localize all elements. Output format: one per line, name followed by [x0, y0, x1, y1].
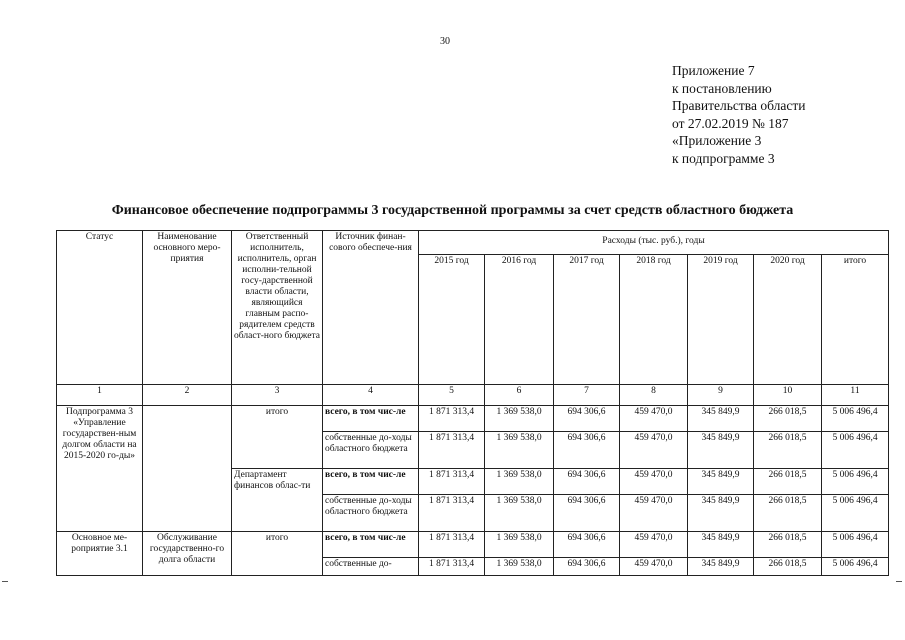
value-2017: 694 306,6 [554, 558, 620, 576]
header-year: 2018 год [620, 255, 688, 385]
financing-table [56, 230, 889, 576]
value-2020: 266 018,5 [754, 532, 822, 558]
source-own-revenue: собственные до- [323, 558, 419, 576]
appendix-line: Приложение 7 [672, 63, 755, 78]
value-2018: 459 470,0 [620, 532, 688, 558]
header-source: Источник финан-сового обеспече-ния [323, 231, 419, 385]
column-number: 7 [554, 385, 620, 406]
status-subprogram-3: Подпрограмма 3 «Управление государствен-ным долгом области на 2015-2020 го-ды» [57, 406, 143, 532]
value-2017: 694 306,6 [554, 532, 620, 558]
value-2020: 266 018,5 [754, 432, 822, 469]
column-number: 9 [688, 385, 754, 406]
column-number: 8 [620, 385, 688, 406]
value-total: 5 006 496,4 [822, 495, 889, 532]
value-2016: 1 369 538,0 [485, 469, 554, 495]
value-2015: 1 871 313,4 [419, 432, 485, 469]
source-own-revenue: собственные до-ходы областного бюджета [323, 432, 419, 469]
executor-itogo: итого [232, 532, 323, 576]
value-2017: 694 306,6 [554, 406, 620, 432]
value-2017: 694 306,6 [554, 469, 620, 495]
value-total: 5 006 496,4 [822, 558, 889, 576]
column-number: 3 [232, 385, 323, 406]
column-number: 1 [57, 385, 143, 406]
value-2017: 694 306,6 [554, 495, 620, 532]
value-2019: 345 849,9 [688, 406, 754, 432]
column-number-row [57, 385, 889, 406]
source-total: всего, в том чис-ле [323, 469, 419, 495]
value-2018: 459 470,0 [620, 432, 688, 469]
source-total: всего, в том чис-ле [323, 406, 419, 432]
header-row [57, 231, 889, 255]
value-total: 5 006 496,4 [822, 532, 889, 558]
value-2020: 266 018,5 [754, 469, 822, 495]
header-year: 2017 год [554, 255, 620, 385]
value-2020: 266 018,5 [754, 558, 822, 576]
document-title: Финансовое обеспечение подпрограммы 3 государственной программы за счет средств областного бюджета [111, 203, 794, 218]
appendix-line: «Приложение 3 [672, 133, 762, 148]
source-own-revenue: собственные до-ходы областного бюджета [323, 495, 419, 532]
source-total: всего, в том чис-ле [323, 532, 419, 558]
value-2019: 345 849,9 [688, 532, 754, 558]
appendix-line: Правительства области [672, 98, 806, 113]
value-2016: 1 369 538,0 [485, 558, 554, 576]
appendix-block [672, 62, 805, 167]
header-year-total: итого [822, 255, 889, 385]
value-2016: 1 369 538,0 [485, 406, 554, 432]
page-number: 30 [440, 36, 450, 47]
appendix-line: к постановлению [672, 80, 772, 96]
value-total: 5 006 496,4 [822, 406, 889, 432]
value-2019: 345 849,9 [688, 432, 754, 469]
header-year: 2016 год [485, 255, 554, 385]
appendix-line: от 27.02.2019 № 187 [672, 115, 789, 131]
value-2018: 459 470,0 [620, 495, 688, 532]
scan-edge-mark-left [2, 581, 8, 582]
executor-itogo: итого [232, 406, 323, 469]
value-2019: 345 849,9 [688, 469, 754, 495]
value-2015: 1 871 313,4 [419, 495, 485, 532]
executor-finance-department: Департамент финансов облас-ти [232, 469, 323, 532]
value-2015: 1 871 313,4 [419, 558, 485, 576]
status-main-measure-3-1: Основное ме-роприятие 3.1 [57, 532, 143, 576]
table-row [57, 532, 889, 558]
column-number: 10 [754, 385, 822, 406]
header-name: Наименование основного меро-приятия [143, 231, 232, 385]
value-2020: 266 018,5 [754, 406, 822, 432]
value-2015: 1 871 313,4 [419, 532, 485, 558]
value-2015: 1 871 313,4 [419, 469, 485, 495]
column-number: 4 [323, 385, 419, 406]
value-2019: 345 849,9 [688, 558, 754, 576]
column-number: 11 [822, 385, 889, 406]
value-total: 5 006 496,4 [822, 469, 889, 495]
header-expenses: Расходы (тыс. руб.), годы [419, 231, 889, 255]
value-2016: 1 369 538,0 [485, 495, 554, 532]
header-year: 2019 год [688, 255, 754, 385]
column-number: 5 [419, 385, 485, 406]
value-2016: 1 369 538,0 [485, 532, 554, 558]
value-2018: 459 470,0 [620, 406, 688, 432]
value-2017: 694 306,6 [554, 432, 620, 469]
column-number: 2 [143, 385, 232, 406]
value-2016: 1 369 538,0 [485, 432, 554, 469]
header-status: Статус [57, 231, 143, 385]
value-2015: 1 871 313,4 [419, 406, 485, 432]
empty-name-cell [143, 406, 232, 532]
appendix-line: к подпрограмме 3 [672, 150, 775, 166]
value-total: 5 006 496,4 [822, 432, 889, 469]
value-2018: 459 470,0 [620, 469, 688, 495]
column-number: 6 [485, 385, 554, 406]
header-year: 2015 год [419, 255, 485, 385]
header-executor: Ответственный исполнитель, исполнитель, орган исполни-тельной госу-дарственной власти области, являющийся главным распо-рядителем средств област-ного бюджета [232, 231, 323, 385]
value-2019: 345 849,9 [688, 495, 754, 532]
scan-edge-mark-right [896, 581, 902, 582]
value-2020: 266 018,5 [754, 495, 822, 532]
header-year: 2020 год [754, 255, 822, 385]
measure-name-debt-service: Обслуживание государственно-го долга области [143, 532, 232, 576]
value-2018: 459 470,0 [620, 558, 688, 576]
table-row [57, 406, 889, 432]
